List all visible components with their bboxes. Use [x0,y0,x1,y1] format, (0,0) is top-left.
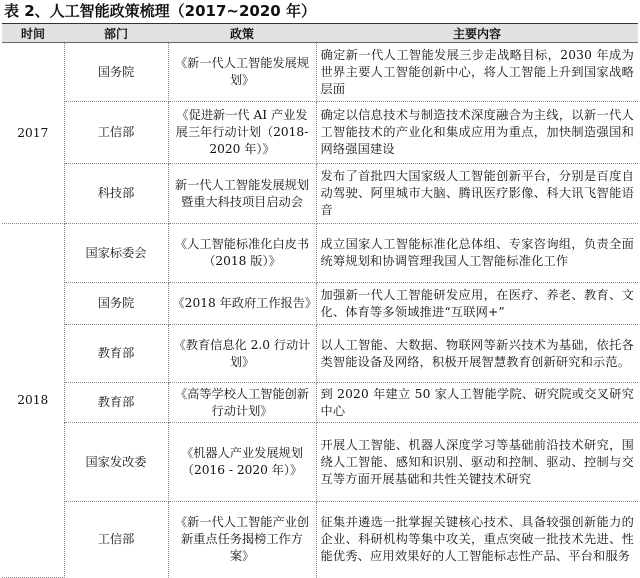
content-cell: 开展人工智能、机器人深度学习等基础前沿技术研究，围绕人工智能、感知和识别、驱动和控制、驱动、控制与交互等方面开展基础和共性关键技术研究 [316,423,638,502]
table-title: 表 2、人工智能政策梳理（2017~2020 年） [4,2,316,20]
dept-cell: 国务院 [64,283,168,325]
policy-cell: 《人工智能标准化白皮书（2018 版）》 [168,224,316,283]
table-row [2,224,638,283]
dept-cell: 工信部 [64,102,168,164]
table-row [2,423,638,502]
header-content: 主要内容 [316,24,638,43]
content-cell: 到 2020 年建立 50 家人工智能学院、研究院或交叉研究中心 [316,383,638,423]
policy-cell: 《2018 年政府工作报告》 [168,283,316,325]
dept-cell: 教育部 [64,325,168,383]
dept-cell: 工信部 [64,502,168,578]
table-row [2,283,638,325]
content-cell: 确定以信息技术与制造技术深度融合为主线，以新一代人工智能技术的产业化和集成应用为重点，加快制造强国和网络强国建设 [316,102,638,164]
year-cell-2018: 2018 [2,224,64,578]
policy-cell: 新一代人工智能发展规划暨重大科技项目启动会 [168,164,316,224]
content-cell: 以人工智能、大数据、物联网等新兴技术为基础，依托各类智能设备及网络，积极开展智慧教育创新研究和示范。 [316,325,638,383]
content-cell: 加强新一代人工智能研发应用，在医疗、养老、教育、文化、体育等多领域推进“互联网+” [316,283,638,325]
policy-table [2,24,638,578]
content-cell: 成立国家人工智能标准化总体组、专家咨询组，负责全面统筹规划和协调管理我国人工智能标准化工作 [316,224,638,283]
table-row [2,383,638,423]
year-cell-2017: 2017 [2,43,64,224]
dept-cell: 国家标委会 [64,224,168,283]
table-row [2,164,638,224]
table-row [2,502,638,578]
policy-cell: 《高等学校人工智能创新行动计划》 [168,383,316,423]
dept-cell: 教育部 [64,383,168,423]
policy-cell: 《教育信息化 2.0 行动计划》 [168,325,316,383]
content-cell: 征集并遴选一批掌握关键核心技术、具备较强创新能力的企业、科研机构等集中攻关，重点突破一批技术先进、性能优秀、应用效果好的人工智能标志性产品、平台和服务 [320,515,634,564]
dept-cell: 科技部 [64,164,168,224]
header-time: 时间 [2,24,64,43]
header-policy: 政策 [168,24,316,43]
policy-cell: 《机器人产业发展规划（2016 - 2020 年）》 [168,423,316,502]
table-row [2,102,638,164]
policy-cell: 《促进新一代 AI 产业发展三年行动计划（2018-2020 年）》 [168,102,316,164]
policy-cell: 《新一代人工智能发展规划》 [168,43,316,102]
table-row [2,325,638,383]
table-row [2,43,638,102]
header-row [2,24,638,43]
header-dept: 部门 [64,24,168,43]
content-cell: 发布了首批四大国家级人工智能创新平台，分别是百度自动驾驶、阿里城市大脑、腾讯医疗影像、科大讯飞智能语音 [316,164,638,224]
content-cell: 确定新一代人工智能发展三步走战略目标，2030 年成为世界主要人工智能创新中心，将人工智能上升到国家战略层面 [316,43,638,102]
policy-cell: 《新一代人工智能产业创新重点任务揭榜工作方案》 [168,502,316,578]
dept-cell: 国务院 [64,43,168,102]
dept-cell: 国家发改委 [64,423,168,502]
